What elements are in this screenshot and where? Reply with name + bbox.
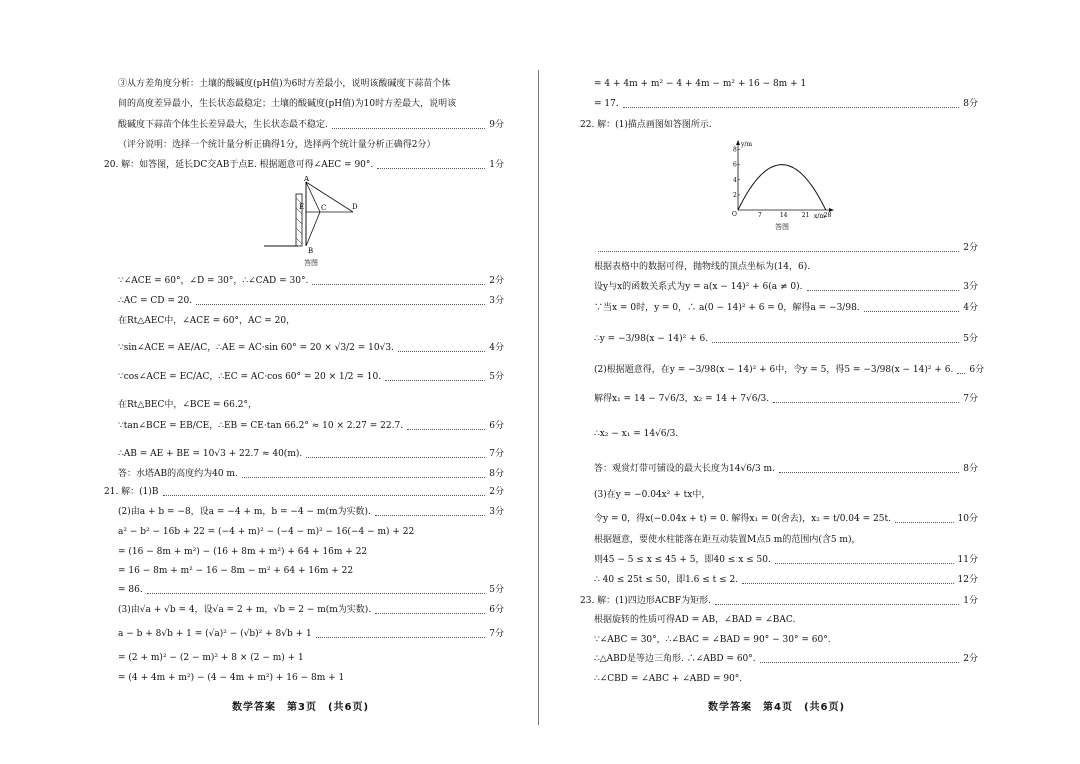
score-points: 3分	[489, 296, 504, 306]
line-text: (3)由√a + √b = 4，设√a = 2 + m，√b = 2 − m(m为实数).	[118, 605, 372, 615]
score-points: 2分	[489, 487, 504, 497]
line-text: 根据题意，要使水柱能落在距互动装置M点5 m的范围内(含5 m)，	[594, 535, 861, 545]
line-text: 令y = 0，得x(−0.04x + t) = 0. 解得x₁ = 0(舍去)，x₂ = t/0.04 = 25t.	[594, 514, 891, 524]
y-tick-label: 6	[733, 161, 737, 169]
answer-line	[594, 391, 978, 407]
dot-leader	[895, 522, 954, 523]
line-text: ∵∠ABC = 30°，∴∠BAC = ∠BAD = 90° − 30° = 60°.	[594, 635, 831, 645]
dot-leader	[316, 637, 486, 638]
label-b: B	[308, 247, 314, 255]
line-text: 21. 解：(1)B	[104, 487, 159, 497]
answer-line	[118, 137, 504, 153]
answer-line	[118, 504, 504, 520]
answer-line	[118, 293, 504, 309]
line-text: ∴ 40 ≤ 25t ≤ 50，即1.6 ≤ t ≤ 2.	[594, 575, 739, 585]
x-tick-label: 28	[823, 212, 832, 219]
answer-line	[118, 563, 504, 579]
score-points: 5分	[489, 585, 504, 595]
line-text: ∵cos∠ACE = EC/AC，∴EC = AC·cos 60° = 20 × 1/2 = 10.	[118, 372, 382, 382]
dot-leader	[332, 128, 485, 129]
line-text: 根据旋转的性质可得AD = AB，∠BAD = ∠BAC.	[594, 615, 796, 625]
score-points: 8分	[963, 464, 978, 474]
answer-line	[118, 582, 504, 598]
line-text: ∵sin∠ACE = AE/AC，∴AE = AC·sin 60° = 20 × √3/2 = 10√3.	[118, 343, 394, 353]
score-points: 3分	[963, 282, 978, 292]
line-text: 22. 解：(1)描点画图如答图所示.	[580, 120, 712, 130]
dot-leader	[779, 472, 959, 473]
graph-origin: O	[732, 211, 737, 218]
line-text: 间的高度差异最小，生长状态最稳定；土壤的酸碱度(pH值)为10时方差最大，说明该	[118, 99, 457, 109]
line-text: = (4 + 4m + m²) − (4 − 4m + m²) + 16 − 8m + 1	[118, 673, 345, 683]
score-points: 2分	[489, 276, 504, 286]
answer-line	[580, 593, 978, 609]
dot-leader	[375, 515, 485, 516]
line-text: 答：水塔AB的高度约为40 m.	[118, 469, 238, 479]
line-text: ∴y = −3/98(x − 14)² + 6.	[594, 334, 709, 344]
dot-leader	[807, 290, 960, 291]
label-c: C	[321, 204, 327, 212]
line-text: ∴AC = CD = 20.	[118, 296, 193, 306]
left-footer: 数学答案 第3页 (共6页)	[232, 702, 370, 713]
score-points: 6分	[969, 365, 985, 375]
left-figure-caption: 答图	[304, 259, 318, 267]
dot-leader	[775, 563, 954, 564]
answer-line	[594, 259, 978, 275]
answer-line	[118, 96, 504, 112]
score-points: 11分	[957, 555, 978, 565]
dot-leader	[375, 613, 485, 614]
y-tick-label: 4	[733, 176, 737, 184]
answer-line	[594, 572, 978, 588]
score-points: 1分	[489, 160, 504, 170]
line-text: 答：观赏灯带可铺设的最大长度为14√6/3 m.	[594, 464, 775, 474]
answer-line	[118, 670, 504, 686]
graph-ylabel: y/m	[741, 141, 753, 148]
dot-leader	[407, 429, 485, 430]
line-text: ∵tan∠BCE = EB/CE，∴EB = CE·tan 66.2° ≈ 10 × 2.27 = 22.7.	[118, 421, 404, 431]
score-points: 3分	[489, 507, 504, 517]
score-points: 7分	[489, 449, 504, 459]
line-text: 根据表格中的数据可得，抛物线的顶点坐标为(14，6).	[594, 262, 811, 272]
score-points: 7分	[489, 629, 504, 639]
answer-line	[594, 511, 978, 527]
graph-caption: 答图	[775, 223, 789, 231]
line-text: = 17.	[594, 99, 619, 109]
answer-line	[594, 632, 978, 648]
score-points: 8分	[963, 99, 978, 109]
dot-leader	[196, 304, 485, 305]
answer-line	[118, 650, 504, 666]
line-text: （评分说明：选择一个统计量分析正确得1分，选择两个统计量分析正确得2分）	[118, 140, 436, 150]
line-text: ∴△ABD是等边三角形. ∴∠ABD = 60°.	[594, 654, 756, 664]
line-text: ∴x₂ − x₁ = 14√6/3.	[594, 429, 679, 439]
answer-line	[594, 426, 978, 442]
x-tick-label: 21	[801, 212, 810, 219]
label-d: D	[352, 203, 358, 211]
line-text: 则45 − 5 ≤ x ≤ 45 + 5，即40 ≤ x ≤ 50.	[594, 555, 771, 565]
answer-line	[118, 340, 504, 356]
y-tick-label: 8	[733, 146, 737, 154]
line-text: 解得x₁ = 14 − 7√6/3，x₂ = 14 + 7√6/3.	[594, 394, 770, 404]
line-text: (2)根据题意得，在y = −3/98(x − 14)² + 6中，令y = 5，得5 = −3/98(x − 14)² + 6.	[594, 365, 954, 375]
line-text: a² − b² − 16b + 22 = (−4 + m)² − (−4 − m)² − 16(−4 − m) + 22	[118, 527, 415, 537]
line-text: = (16 − 8m + m²) − (16 + 8m + m²) + 64 + 16m + 22	[118, 547, 368, 557]
score-points: 1分	[963, 596, 978, 606]
right-footer: 数学答案 第4页 (共6页)	[708, 702, 846, 713]
line-text: ∴∠CBD = ∠ABC + ∠ABD = 90°.	[594, 674, 743, 684]
answer-line	[594, 552, 978, 568]
score-points: 12分	[957, 575, 978, 585]
label-e: E	[299, 203, 305, 211]
score-points: 2分	[963, 243, 978, 253]
line-text: = (2 + m)² − (2 − m)² + 8 × (2 − m) + 1	[118, 653, 304, 663]
score-points: 6分	[489, 605, 504, 615]
dot-leader	[742, 583, 953, 584]
line-text: ∵∠ACE = 60°，∠D = 30°，∴∠CAD = 30°.	[118, 276, 309, 286]
dot-leader	[864, 311, 960, 312]
answer-line	[594, 671, 978, 687]
answer-line	[594, 612, 978, 628]
line-text: = 86.	[118, 585, 143, 595]
answer-line	[118, 369, 504, 385]
score-points: 4分	[489, 343, 504, 353]
line-text: (3)在y = −0.04x² + tx中，	[594, 490, 711, 500]
dot-leader	[957, 373, 965, 374]
answer-line	[594, 240, 978, 256]
answer-line	[594, 279, 978, 295]
parabola-curve	[738, 165, 826, 210]
score-points: 6分	[489, 421, 504, 431]
answer-line	[118, 602, 504, 618]
line-text: 23. 解：(1)四边形ACBF为矩形.	[580, 596, 712, 606]
dot-leader	[306, 457, 485, 458]
parabola-graph	[728, 138, 838, 220]
line-text: a − b + 8√b + 1 = (√a)² − (√b)² + 8√b + 1	[118, 629, 312, 639]
x-tick-label: 7	[757, 212, 762, 219]
dot-leader	[147, 593, 486, 594]
answer-line	[104, 484, 504, 500]
dot-leader	[598, 251, 959, 252]
dot-leader	[385, 380, 485, 381]
line-text: ③从方差角度分析：土壤的酸碱度(pH值)为6时方差最小，说明该酸碱度下蒜苗个体	[118, 79, 451, 89]
line-text: = 16 − 8m + m² − 16 − 8m − m² + 64 + 16m + 22	[118, 566, 354, 576]
line-text: 在Rt△AEC中，∠ACE = 60°，AC = 20，	[118, 316, 296, 326]
score-points: 4分	[963, 303, 978, 313]
answer-line	[118, 313, 504, 329]
answer-line	[594, 362, 985, 378]
answer-line	[594, 96, 978, 112]
dot-leader	[773, 402, 959, 403]
dot-leader	[377, 168, 485, 169]
answer-line	[594, 487, 978, 503]
answer-line	[594, 461, 978, 477]
graph-xlabel: x/m	[814, 213, 826, 220]
answer-line	[594, 331, 978, 347]
answer-line	[118, 418, 504, 434]
answer-line	[118, 397, 504, 413]
answer-line	[594, 532, 978, 548]
score-points: 2分	[963, 654, 978, 664]
line-text: 酸碱度下蒜苗个体生长差异最大，生长状态最不稳定.	[118, 120, 328, 130]
line-text: 20. 解：如答图，延长DC交AB于点E. 根据题意可得∠AEC = 90°.	[104, 160, 374, 170]
page-divider	[538, 70, 539, 725]
dot-leader	[312, 284, 485, 285]
score-points: 5分	[963, 334, 978, 344]
answer-line	[104, 157, 504, 173]
line-text: 在Rt△BEC中，∠BCE = 66.2°，	[118, 400, 257, 410]
answer-line	[118, 544, 504, 560]
dot-leader	[712, 342, 959, 343]
answer-line	[580, 117, 978, 133]
answer-line	[594, 300, 978, 316]
answer-line	[118, 273, 504, 289]
dot-leader	[242, 477, 485, 478]
label-a: A	[304, 176, 310, 183]
dot-leader	[623, 107, 960, 108]
score-points: 9分	[489, 120, 504, 130]
dot-leader	[163, 495, 486, 496]
line-text: ∵当x = 0时，y = 0，∴ a(0 − 14)² + 6 = 0，解得a = −3/98.	[594, 303, 860, 313]
line-text: (2)由a + b = −8，设a = −4 + m，b = −4 − m(m为实数).	[118, 507, 371, 517]
x-tick-label: 14	[779, 212, 788, 219]
answer-line	[118, 117, 504, 133]
dot-leader	[760, 662, 960, 663]
answer-line	[594, 76, 978, 92]
answer-line	[594, 651, 978, 667]
score-points: 8分	[489, 469, 504, 479]
score-points: 10分	[957, 514, 978, 524]
answer-line	[118, 466, 504, 482]
tower-diagram	[258, 176, 368, 258]
wall	[296, 194, 305, 246]
answer-line	[118, 524, 504, 540]
answer-line	[118, 76, 504, 92]
line-text: = 4 + 4m + m² − 4 + 4m − m² + 16 − 8m + 1	[594, 79, 807, 89]
y-tick-label: 2	[733, 191, 737, 199]
dot-leader	[715, 604, 959, 605]
dot-leader	[398, 351, 485, 352]
line-text: ∴AB = AE + BE = 10√3 + 22.7 ≈ 40(m).	[118, 449, 303, 459]
answer-line	[118, 626, 504, 642]
answer-line	[118, 446, 504, 462]
score-points: 5分	[489, 372, 504, 382]
score-points: 7分	[963, 394, 978, 404]
line-text: 设y与x的函数关系式为y = a(x − 14)² + 6(a ≠ 0).	[594, 282, 803, 292]
